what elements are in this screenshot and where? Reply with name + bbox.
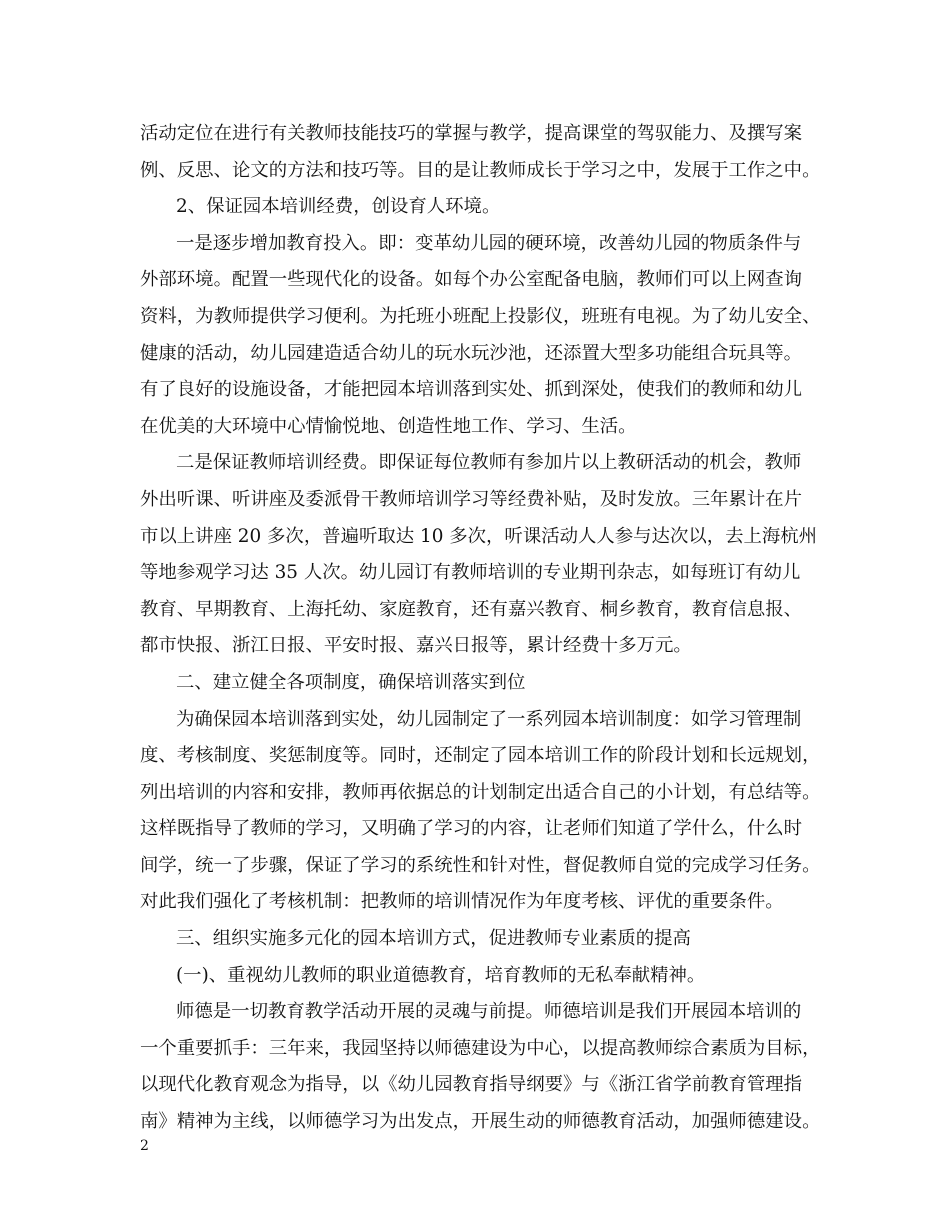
- text-line: 度、考核制度、奖惩制度等。同时，还制定了园本培训工作的阶段计划和长远规划，: [140, 745, 821, 767]
- paragraph-start: 师德是一切教育教学活动开展的灵魂与前提。师德培训是我们开展园本培训的: [176, 1001, 802, 1023]
- section-heading: 三、组织实施多元化的园本培训方式，促进教师专业素质的提高: [176, 928, 691, 950]
- page-number: 2: [140, 1138, 149, 1154]
- section-heading: 2、保证园本培训经费，创设育人环境。: [176, 196, 501, 218]
- text-line: 列出培训的内容和安排，教师再依据总的计划制定出适合自己的小计划，有总结等。: [140, 781, 821, 803]
- text-line: 活动定位在进行有关教师技能技巧的掌握与教学，提高课堂的驾驭能力、及撰写案: [140, 123, 803, 144]
- text-line: 资料，为教师提供学习便利。为托班小班配上投影仪，班班有电视。为了幼儿安全、: [140, 305, 821, 327]
- subsection-heading: (一)、重视幼儿教师的职业道德教育，培育教师的无私奉献精神。: [176, 964, 706, 986]
- text-line: 外出听课、听讲座及委派骨干教师培训学习等经费补贴，及时发放。三年累计在片: [140, 488, 803, 510]
- text-line: 市以上讲座 20 多次，普遍听取达 10 多次，听课活动人人参与达次以，去上海杭州: [140, 525, 818, 547]
- text-line: 等地参观学习达 35 人次。幼儿园订有教师培训的专业期刊杂志，如每班订有幼儿: [140, 562, 801, 584]
- paragraph-start: 为确保园本培训落到实处，幼儿园制定了一系列园本培训制度：如学习管理制: [176, 708, 802, 730]
- text-line: 外部环境。配置一些现代化的设备。如每个办公室配备电脑，教师们可以上网查询: [140, 269, 803, 291]
- text-line: 有了良好的设施设备，才能把园本培训落到实处、抓到深处，使我们的教师和幼儿: [140, 379, 803, 401]
- text-line: 都市快报、浙江日报、平安时报、嘉兴日报等，累计经费十多万元。: [140, 635, 692, 657]
- paragraph-start: 二是保证教师培训经费。即保证每位教师有参加片以上教研活动的机会，教师: [176, 452, 802, 474]
- text-line: 在优美的大环境中心情愉悦地、创造性地工作、学习、生活。: [140, 415, 637, 437]
- text-line: 间学，统一了步骤，保证了学习的系统性和针对性，督促教师自觉的完成学习任务。: [140, 854, 821, 876]
- text-line: 以现代化教育观念为指导，以《幼儿园教育指导纲要》与《浙江省学前教育管理指: [140, 1074, 803, 1096]
- text-line: 健康的活动，幼儿园建造适合幼儿的玩水玩沙池，还添置大型多功能组合玩具等。: [140, 342, 803, 364]
- text-line: 南》精神为主线，以师德学习为出发点，开展生动的师德教育活动，加强师德建设。: [140, 1111, 821, 1133]
- text-line: 一个重要抓手：三年来，我园坚持以师德建设为中心，以提高教师综合素质为目标，: [140, 1037, 821, 1059]
- text-line: 对此我们强化了考核机制：把教师的培训情况作为年度考核、评优的重要条件。: [140, 891, 784, 913]
- paragraph-start: 一是逐步增加教育投入。即：变革幼儿园的硬环境，改善幼儿园的物质条件与: [176, 232, 802, 254]
- body-text: [140, 116, 820, 1141]
- section-heading: 二、建立健全各项制度，确保培训落实到位: [176, 671, 526, 693]
- text-line: 教育、早期教育、上海托幼、家庭教育，还有嘉兴教育、桐乡教育，教育信息报、: [140, 598, 803, 620]
- text-line: 这样既指导了教师的学习，又明确了学习的内容，让老师们知道了学什么，什么时: [140, 818, 803, 840]
- text-line: 例、反思、论文的方法和技巧等。目的是让教师成长于学习之中，发展于工作之中。: [140, 159, 821, 181]
